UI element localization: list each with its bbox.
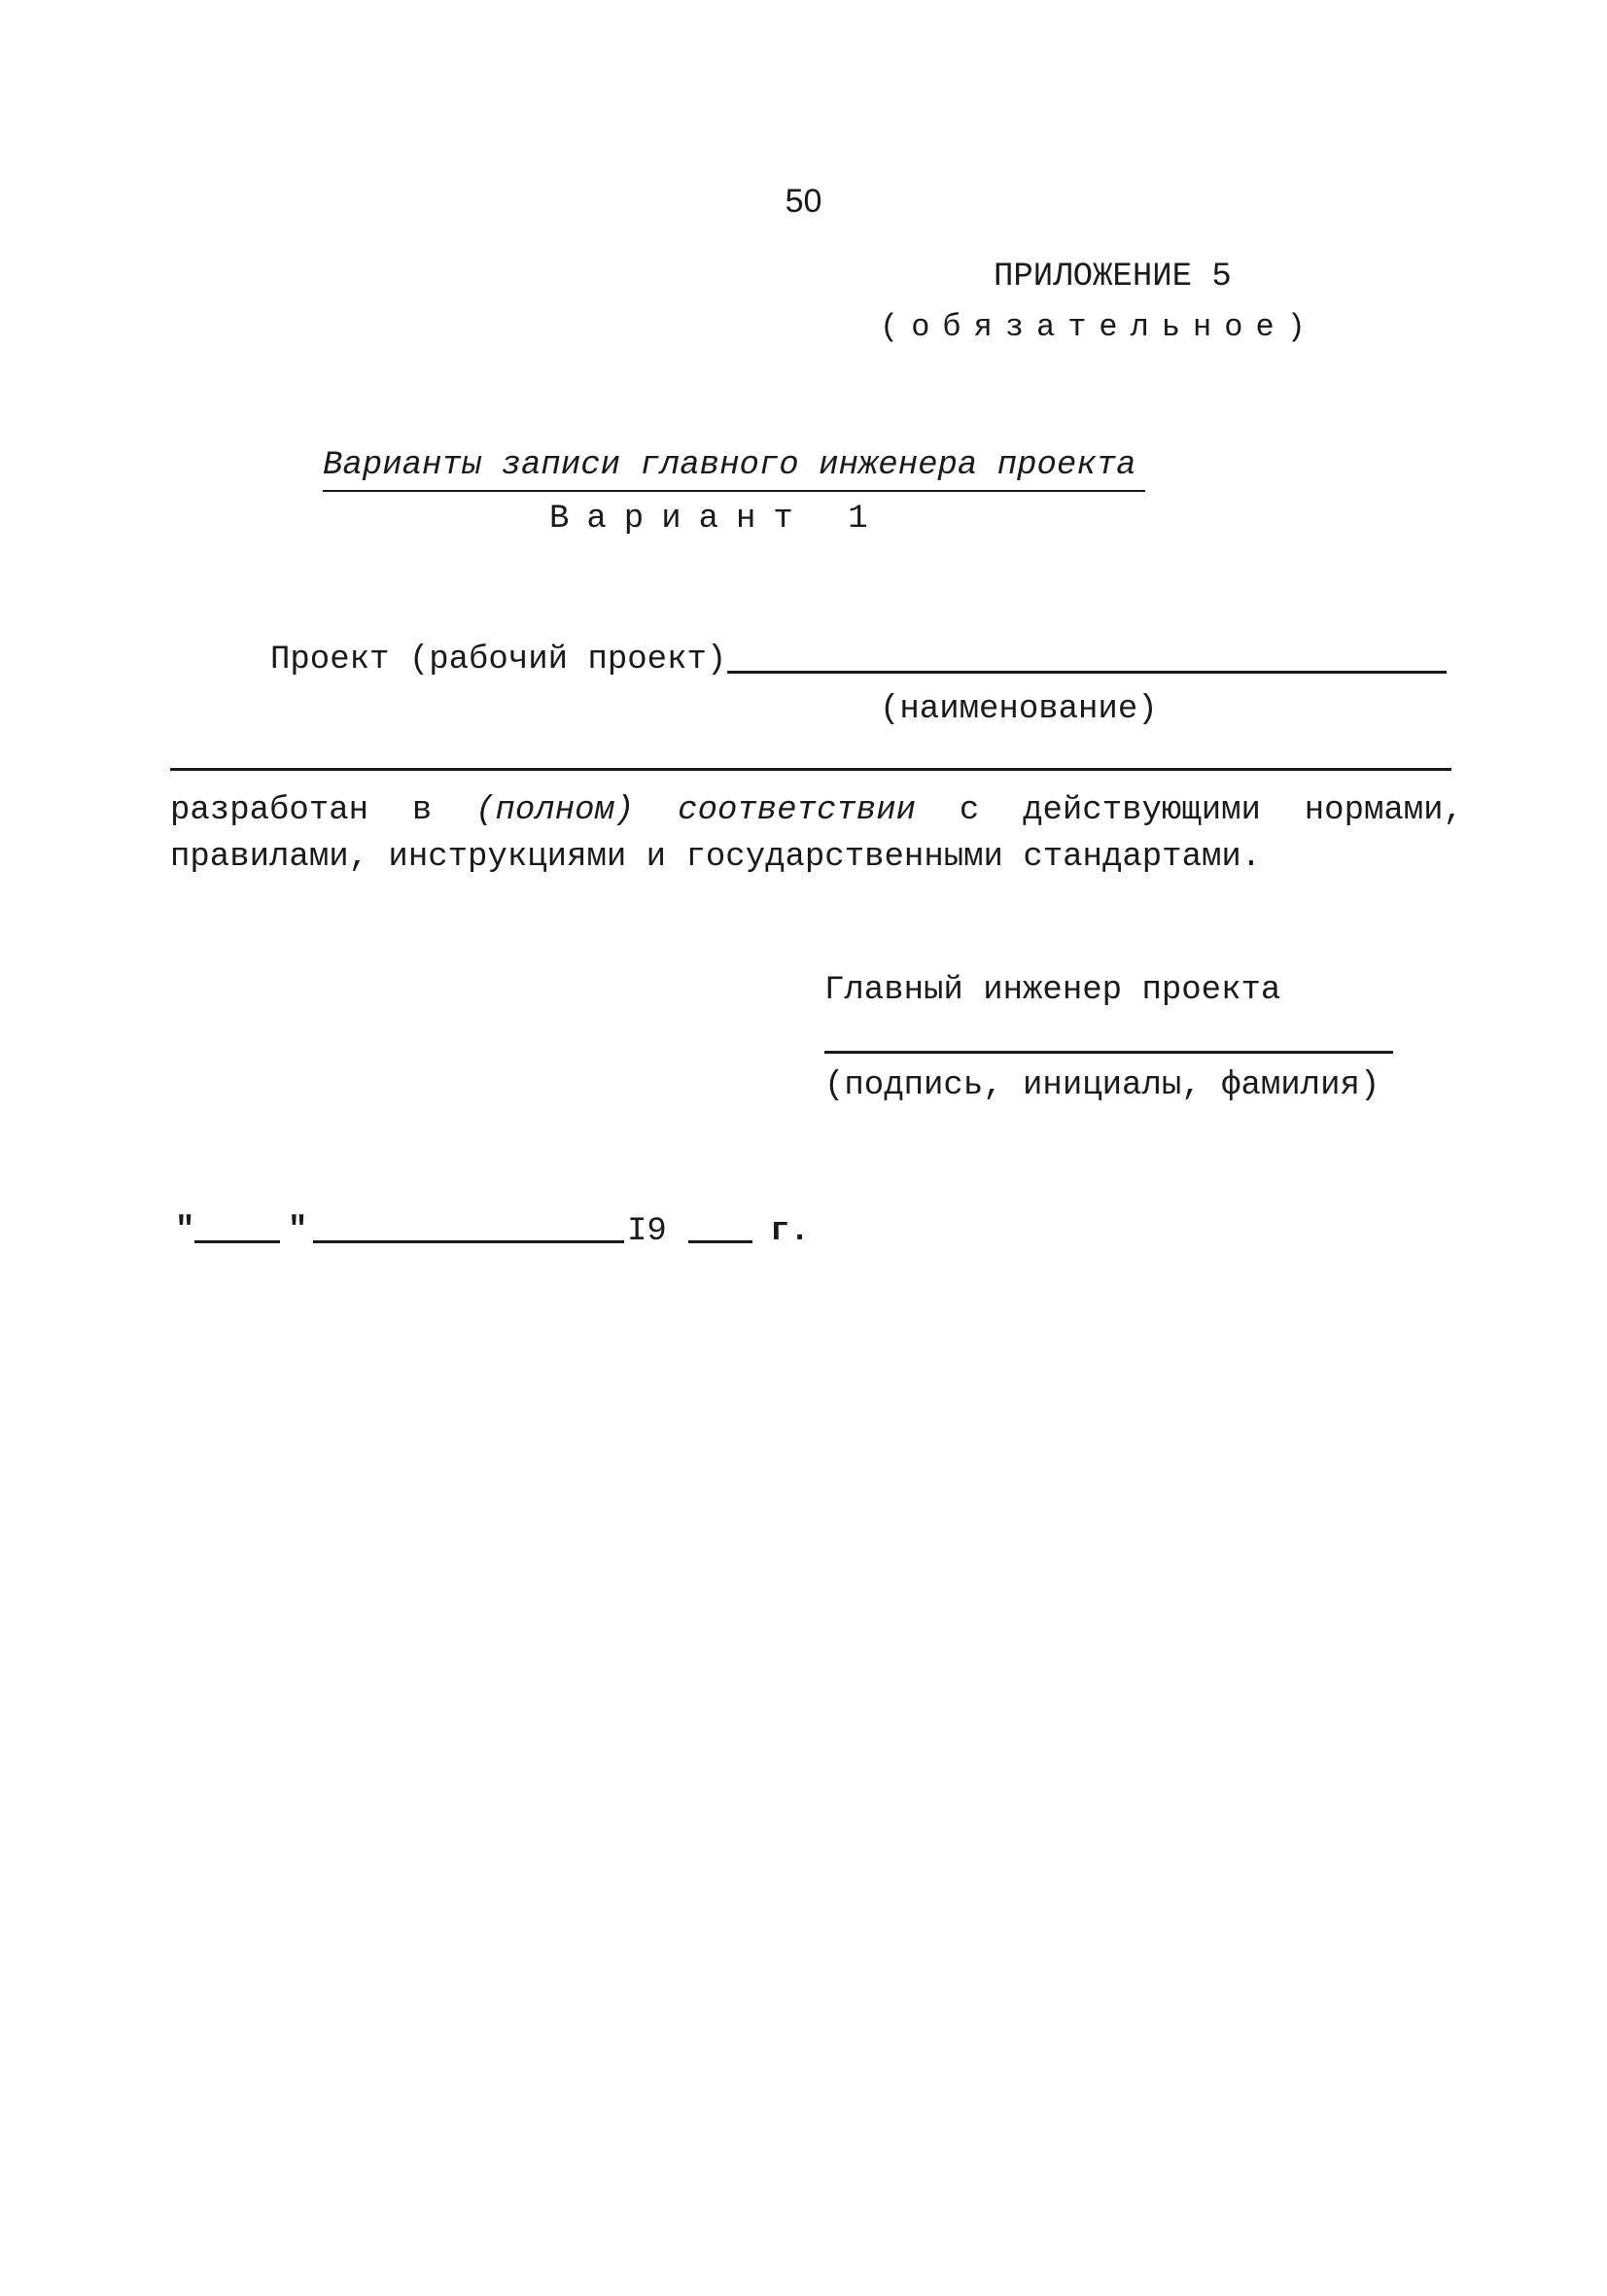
document-title: Варианты записи главного инженера проекта <box>323 447 1145 492</box>
date-year-prefix: I9 <box>627 1213 667 1250</box>
appendix-label: ПРИЛОЖЕНИЕ 5 <box>994 259 1232 296</box>
signature-caption: (подпись, инициалы, фамилия) <box>824 1067 1380 1104</box>
appendix-status: (обязательное) <box>880 309 1318 345</box>
date-month-line <box>313 1240 624 1243</box>
statement-part-1: разработан в <box>170 792 476 829</box>
statement-part-3: с действующими нормами, правилами, инструкциями и государственными стандартами. <box>170 792 1463 876</box>
chief-engineer-label: Главный инженер проекта <box>824 972 1281 1009</box>
date-day-line <box>194 1240 280 1243</box>
signature-line <box>824 1051 1393 1054</box>
compliance-statement <box>170 787 1463 881</box>
project-name-continuation-line <box>170 768 1451 771</box>
date-year-line <box>688 1240 752 1243</box>
project-label: Проект (рабочий проект) <box>270 642 727 678</box>
date-day-close-quote: " <box>288 1212 308 1249</box>
page-number: 50 <box>785 183 822 220</box>
variant-heading: Вариант 1 <box>549 501 886 538</box>
project-name-line <box>727 671 1447 674</box>
project-name-caption: (наименование) <box>880 691 1158 728</box>
date-day-open-quote: " <box>175 1212 195 1249</box>
statement-part-2: (полном) соответствии <box>475 792 917 829</box>
date-year-suffix: г. <box>770 1213 810 1250</box>
